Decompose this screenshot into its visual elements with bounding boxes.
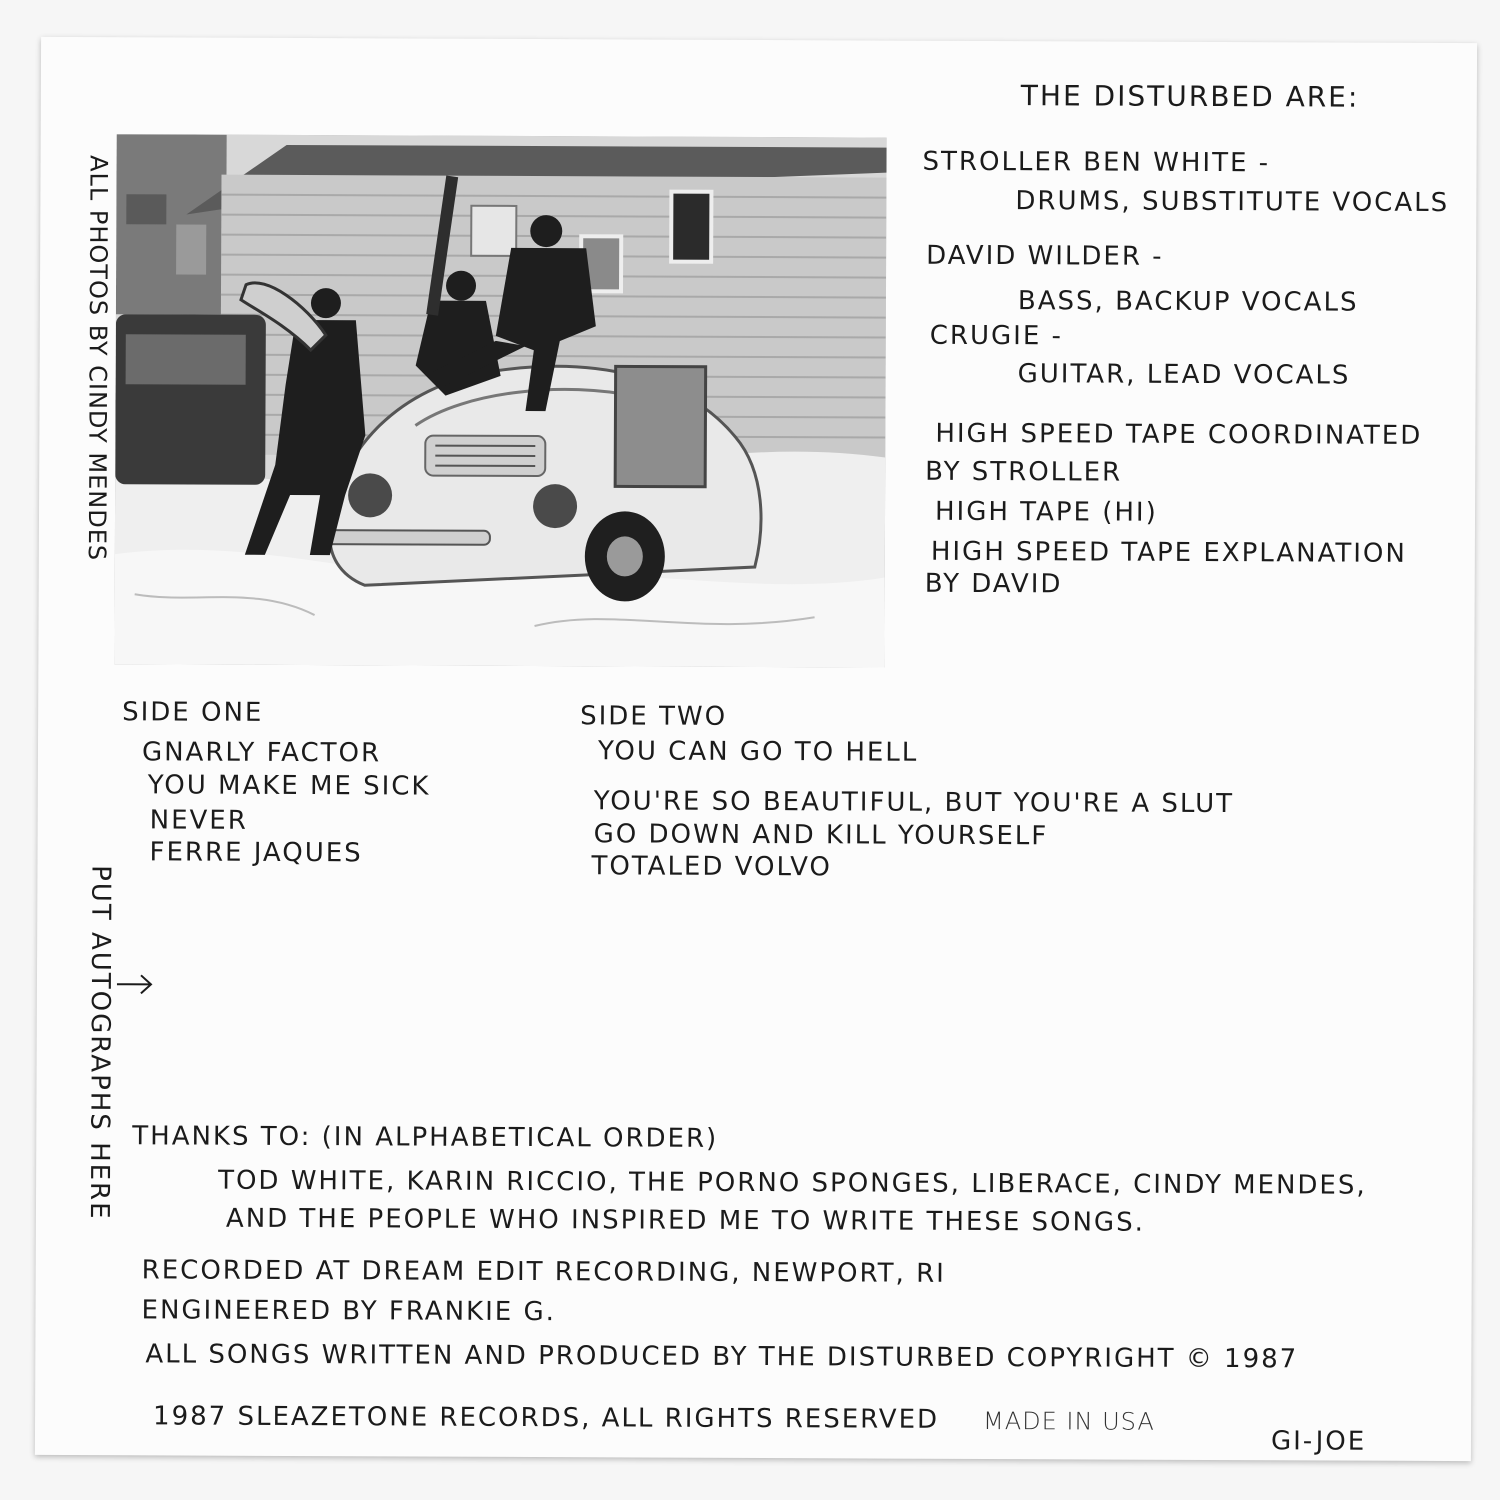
thanks-title: THANKS TO: (IN ALPHABETICAL ORDER) xyxy=(132,1121,719,1154)
credit-engineered: ENGINEERED BY FRANKIE G. xyxy=(141,1295,556,1328)
member-role-stroller: DRUMS, SUBSTITUTE VOCALS xyxy=(1015,186,1450,219)
band-header-title: THE DISTURBED ARE: xyxy=(1020,79,1360,114)
member-name-stroller: STROLLER BEN WHITE - xyxy=(922,146,1271,179)
side-one-track-2: YOU MAKE ME SICK xyxy=(147,770,431,802)
thanks-line-2: AND THE PEOPLE WHO INSPIRED ME TO WRITE THESE SONGS. xyxy=(225,1203,1145,1238)
side-two-track-4: TOTALED VOLVO xyxy=(591,851,832,883)
thanks-line-1: TOD WHITE, KARIN RICCIO, THE PORNO SPONGES, LIBERACE, CINDY MENDES, xyxy=(218,1165,1367,1201)
note-line-5: BY DAVID xyxy=(924,568,1063,600)
side-one-title: SIDE ONE xyxy=(122,697,264,728)
side-two-track-3: GO DOWN AND KILL YOURSELF xyxy=(593,819,1049,852)
side-one-track-3: NEVER xyxy=(149,805,248,836)
member-name-david: DAVID WILDER - xyxy=(926,240,1164,272)
note-line-1: HIGH SPEED TAPE COORDINATED xyxy=(935,418,1423,451)
side-one-track-4: FERRE JAQUES xyxy=(149,837,363,869)
side-two-track-2: YOU'RE SO BEAUTIFUL, BUT YOU'RE A SLUT xyxy=(593,786,1235,820)
member-role-david: BASS, BACKUP VOCALS xyxy=(1017,286,1359,318)
album-back-cover xyxy=(35,37,1477,1461)
member-role-crugie: GUITAR, LEAD VOCALS xyxy=(1017,359,1351,391)
credit-copyright: ALL SONGS WRITTEN AND PRODUCED BY THE DISTURBED COPYRIGHT © 1987 xyxy=(145,1339,1299,1375)
side-two-title: SIDE TWO xyxy=(580,701,728,732)
note-line-4: HIGH SPEED TAPE EXPLANATION xyxy=(930,536,1407,569)
label-rights: 1987 SLEAZETONE RECORDS, ALL RIGHTS RESERVED xyxy=(153,1401,940,1435)
note-line-3: HIGH TAPE (HI) xyxy=(934,496,1158,528)
arrow-right-icon xyxy=(115,972,155,996)
photo-credit: ALL PHOTOS BY CINDY MENDES xyxy=(82,155,113,562)
autograph-note: PUT AUTOGRAPHS HERE xyxy=(83,865,116,1221)
side-two-track-1: YOU CAN GO TO HELL xyxy=(597,736,919,768)
made-in-usa: MADE IN USA xyxy=(983,1406,1155,1436)
band-photo-image xyxy=(114,134,886,667)
band-photo xyxy=(114,134,886,667)
note-line-2: BY STROLLER xyxy=(925,456,1123,488)
catalog-number: GI-JOE xyxy=(1270,1426,1367,1457)
credit-recorded: RECORDED AT DREAM EDIT RECORDING, NEWPORT, RI xyxy=(141,1255,946,1289)
side-one-track-1: GNARLY FACTOR xyxy=(141,737,382,769)
member-name-crugie: CRUGIE - xyxy=(929,320,1064,352)
